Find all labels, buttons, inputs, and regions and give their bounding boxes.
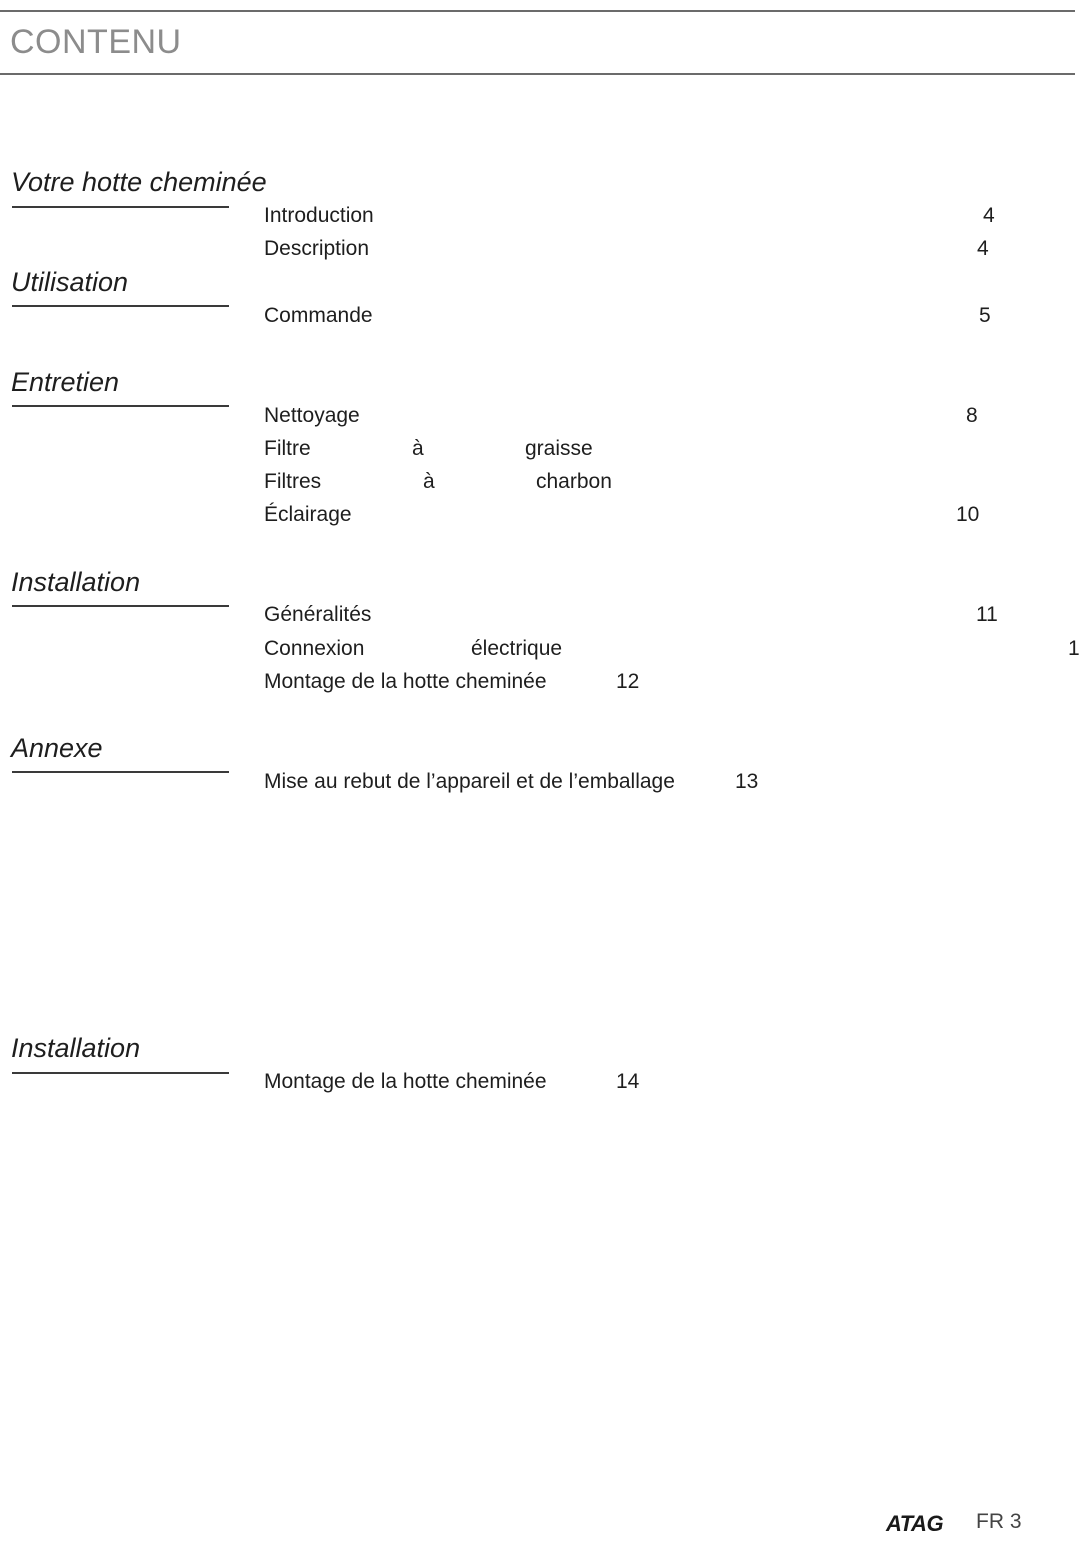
section-heading-entretien: Entretien <box>11 367 120 397</box>
page-number: FR 3 <box>976 1510 1022 1533</box>
toc-entry-filtres-charbon-word-2[interactable]: à <box>423 470 435 493</box>
toc-entry-filtres-charbon-word-3[interactable]: charbon <box>536 470 612 493</box>
toc-entry-connexion-word-2[interactable]: électrique <box>471 637 563 660</box>
toc-page-montage-2: 14 <box>616 1070 640 1093</box>
toc-page-connexion: 1 <box>1068 637 1080 660</box>
toc-page-introduction: 4 <box>983 204 995 227</box>
toc-entry-montage-2[interactable]: Montage de la hotte cheminée <box>264 1070 547 1093</box>
section-rule-votre-hotte <box>12 206 229 208</box>
toc-entry-connexion-word-1[interactable]: Connexion <box>264 637 365 660</box>
toc-entry-filtre-graisse-word-3[interactable]: graisse <box>525 437 593 460</box>
toc-entry-eclairage[interactable]: Éclairage <box>264 503 352 526</box>
toc-page-mise-au-rebut: 13 <box>735 770 759 793</box>
toc-entry-description[interactable]: Description <box>264 237 370 260</box>
page-title: CONTENU <box>10 23 182 61</box>
toc-page-commande: 5 <box>979 304 991 327</box>
section-rule-installation-2 <box>12 1072 229 1074</box>
section-heading-installation-2: Installation <box>11 1033 141 1063</box>
toc-entry-introduction[interactable]: Introduction <box>264 204 374 227</box>
toc-page-eclairage: 10 <box>956 503 980 526</box>
toc-entry-filtre-graisse-word-1[interactable]: Filtre <box>264 437 311 460</box>
toc-page-description: 4 <box>977 237 989 260</box>
section-rule-entretien <box>12 405 229 407</box>
section-rule-annexe <box>12 771 229 773</box>
section-heading-votre-hotte: Votre hotte cheminée <box>11 167 267 197</box>
toc-entry-filtres-charbon-word-1[interactable]: Filtres <box>264 470 322 493</box>
toc-page-nettoyage: 8 <box>966 404 978 427</box>
section-rule-installation <box>12 605 229 607</box>
toc-entry-montage-1[interactable]: Montage de la hotte cheminée <box>264 670 547 693</box>
header-bottom-rule <box>0 73 1075 75</box>
toc-entry-mise-au-rebut[interactable]: Mise au rebut de l’appareil et de l’emballage <box>264 770 675 793</box>
section-rule-utilisation <box>12 305 229 307</box>
section-heading-utilisation: Utilisation <box>11 267 129 297</box>
toc-page-montage-1: 12 <box>616 670 640 693</box>
section-heading-installation: Installation <box>11 567 141 597</box>
toc-entry-commande[interactable]: Commande <box>264 304 373 327</box>
top-rule <box>0 10 1075 12</box>
section-heading-annexe: Annexe <box>11 733 103 763</box>
toc-entry-filtre-graisse-word-2[interactable]: à <box>412 437 424 460</box>
atag-logo: ATAG <box>886 1511 944 1536</box>
toc-entry-generalites[interactable]: Généralités <box>264 603 372 626</box>
toc-page-generalites: 11 <box>976 603 998 626</box>
toc-entry-nettoyage[interactable]: Nettoyage <box>264 404 360 427</box>
